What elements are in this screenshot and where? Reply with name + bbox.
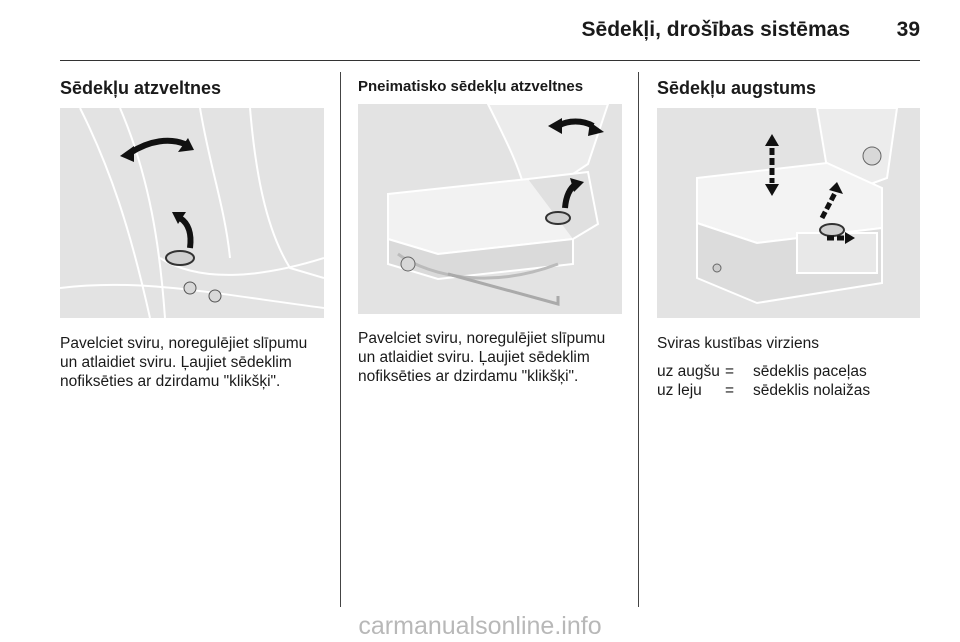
column-divider xyxy=(340,72,341,607)
text-line: un atlaidiet sviru. Ļaujiet sēdeklim xyxy=(60,354,292,371)
text-line: nofiksēties ar dzirdamu "klikšķi". xyxy=(60,373,281,390)
backrest-instructions xyxy=(60,334,307,391)
text-line: un atlaidiet sviru. Ļaujiet sēdeklim xyxy=(358,349,590,366)
equals-cell: = xyxy=(725,382,735,399)
watermark-text: carmanualsonline.info xyxy=(358,612,602,640)
text-line: Pavelciet sviru, noregulējiet slīpumu xyxy=(60,335,308,352)
page-header-title: Sēdekļi, drošības sistēmas xyxy=(581,18,850,41)
seat-height-illustration xyxy=(657,108,920,318)
seat-backrest-illustration xyxy=(60,108,324,318)
direction-cell: uz leju xyxy=(657,382,702,399)
result-cell: sēdeklis nolaižas xyxy=(753,382,871,399)
section-heading-backrest: Sēdekļu atzveltnes xyxy=(60,78,222,98)
equals-cell: = xyxy=(725,363,735,380)
result-cell: sēdeklis paceļas xyxy=(753,363,867,380)
seat-height-intro: Sviras kustības virziens xyxy=(657,335,819,352)
column-divider xyxy=(638,72,639,607)
section-heading-seat-height: Sēdekļu augstums xyxy=(657,78,817,98)
seat-backrest-figure xyxy=(60,108,324,318)
section-heading-pneumatic-backrest: Pneimatisko sēdekļu atzveltnes xyxy=(358,78,584,95)
direction-cell: uz augšu xyxy=(657,363,720,380)
pneumatic-seat-illustration xyxy=(358,104,622,314)
seat-height-figure xyxy=(657,108,920,318)
page-number: 39 xyxy=(896,18,920,41)
pneumatic-backrest-figure xyxy=(358,104,622,314)
pneumatic-backrest-instructions xyxy=(358,329,605,386)
text-line: Pavelciet sviru, noregulējiet slīpumu xyxy=(358,330,606,347)
text-line: nofiksēties ar dzirdamu "klikšķi". xyxy=(358,368,579,385)
header-rule xyxy=(60,60,920,61)
